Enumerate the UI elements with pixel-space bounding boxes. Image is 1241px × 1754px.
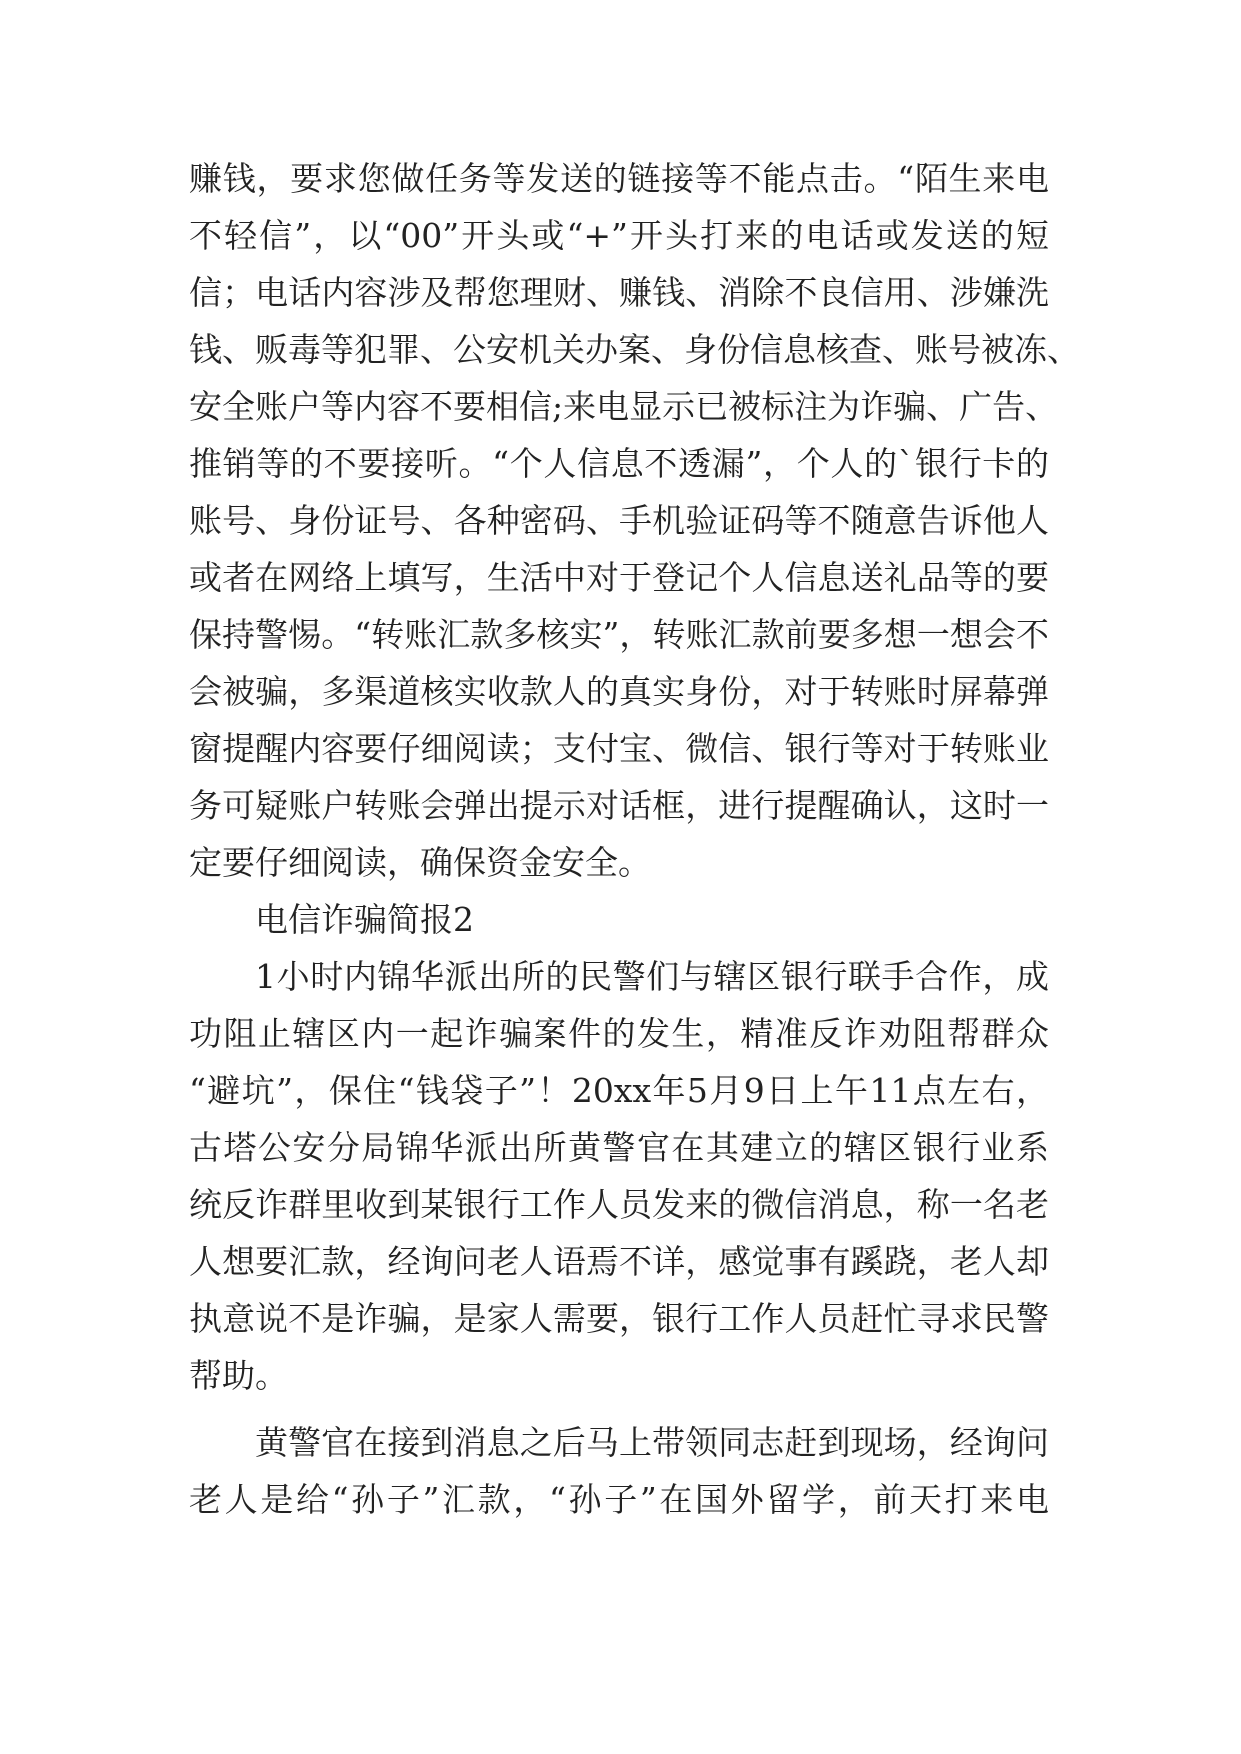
text-line: 执意说不是诈骗，是家人需要，银行工作人员赶忙寻求民警 <box>189 1299 1049 1338</box>
text-line: 账号、身份证号、各种密码、手机验证码等不随意告诉他人 <box>189 501 1049 540</box>
paragraph <box>189 948 1049 1404</box>
text-line: 不轻信”，以“00”开头或“+”开头打来的电话或发送的短 <box>189 216 1049 255</box>
text-line: 推销等的不要接听。“个人信息不透漏”，个人的`银行卡的 <box>189 444 1049 483</box>
text-line: 钱、贩毒等犯罪、公安机关办案、身份信息核查、账号被冻、 <box>189 330 1080 369</box>
text-line: 安全账户等内容不要相信;来电显示已被标注为诈骗、广告、 <box>189 387 1059 426</box>
text-line: 会被骗，多渠道核实收款人的真实身份，对于转账时屏幕弹 <box>189 672 1049 711</box>
paragraph <box>189 1414 1049 1528</box>
text-line: “避坑”，保住“钱袋子”！20xx年5月9日上午11点左右， <box>189 1071 1049 1110</box>
text-line: 功阻止辖区内一起诈骗案件的发生，精准反诈劝阻帮群众 <box>189 1014 1049 1053</box>
text-line: 古塔公安分局锦华派出所黄警官在其建立的辖区银行业系 <box>189 1128 1049 1167</box>
text-line: 保持警惕。“转账汇款多核实”，转账汇款前要多想一想会不 <box>189 615 1049 654</box>
section-heading: 电信诈骗简报2 <box>255 900 474 939</box>
text-line: 信；电话内容涉及帮您理财、赚钱、消除不良信用、涉嫌洗 <box>189 273 1049 312</box>
text-line: 人想要汇款，经询问老人语焉不详，感觉事有蹊跷，老人却 <box>189 1242 1049 1281</box>
text-line: 帮助。 <box>189 1356 288 1395</box>
paragraph-continuation <box>189 150 1080 891</box>
text-line: 定要仔细阅读，确保资金安全。 <box>189 843 651 882</box>
document-body <box>189 150 1080 1528</box>
text-line: 务可疑账户转账会弹出提示对话框，进行提醒确认，这时一 <box>189 786 1049 825</box>
text-line: 黄警官在接到消息之后马上带领同志赶到现场，经询问 <box>255 1423 1049 1462</box>
text-line: 统反诈群里收到某银行工作人员发来的微信消息，称一名老 <box>189 1185 1049 1224</box>
text-line: 老人是给“孙子”汇款，“孙子”在国外留学，前天打来电 <box>189 1480 1049 1519</box>
paragraph-gap <box>189 1404 1049 1414</box>
text-line: 1小时内锦华派出所的民警们与辖区银行联手合作，成 <box>255 957 1049 996</box>
text-line: 赚钱，要求您做任务等发送的链接等不能点击。“陌生来电 <box>189 159 1049 198</box>
text-line: 窗提醒内容要仔细阅读；支付宝、微信、银行等对于转账业 <box>189 729 1049 768</box>
text-line: 或者在网络上填写，生活中对于登记个人信息送礼品等的要 <box>189 558 1049 597</box>
